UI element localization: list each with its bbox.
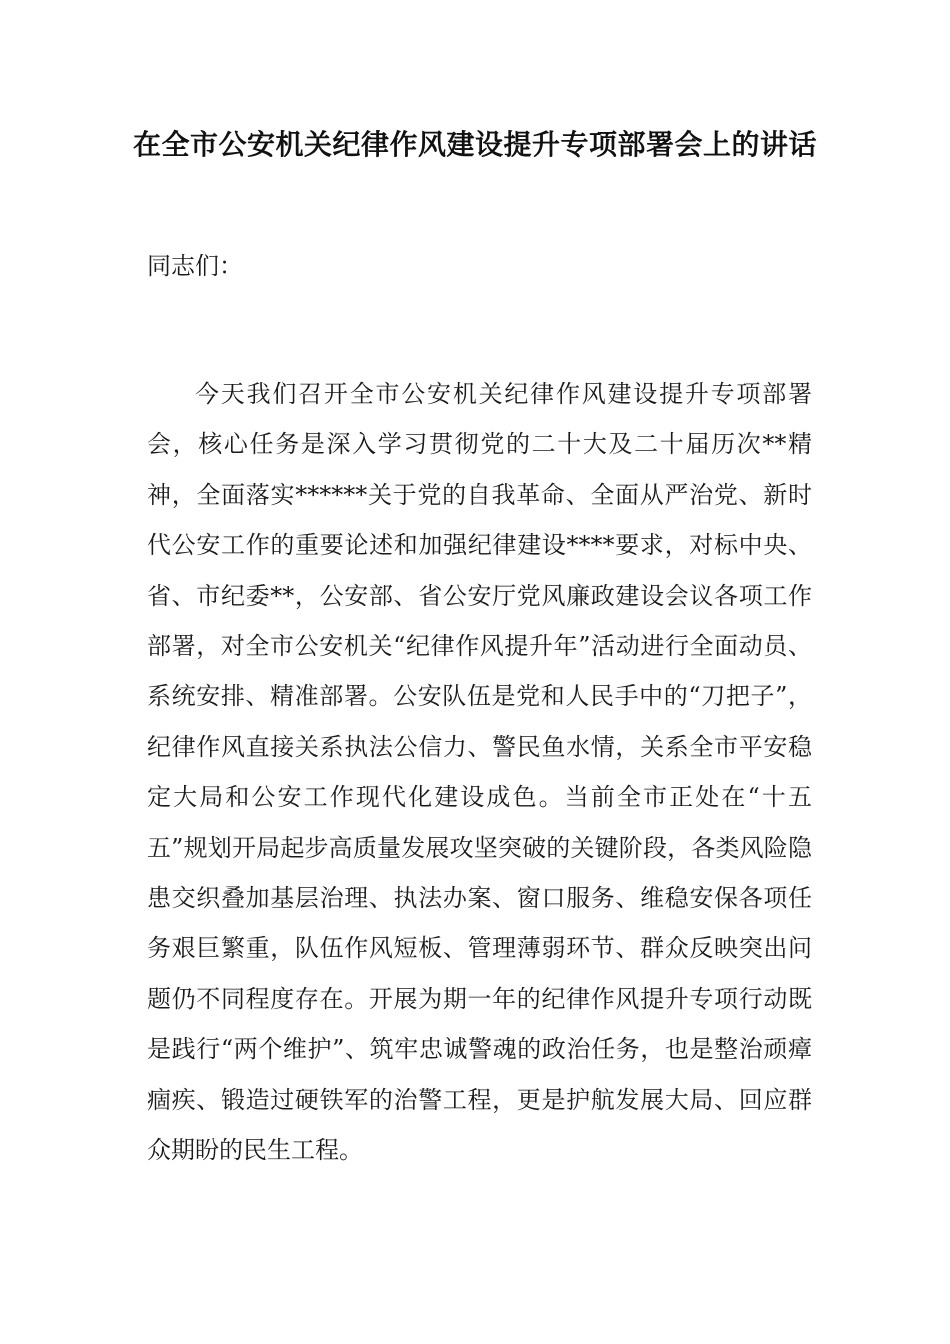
body-paragraph: 今天我们召开全市公安机关纪律作风建设提升专项部署会，核心任务是深入学习贯彻党的二十大及二十届历次**精神，全面落实******关于党的自我革命、全面从严治党、新时代公安工作的重要论述和加强纪律建设****要求，对标中央、省、市纪委**，公安部、省公安厅党风廉政建设会议各项工作部署，对全市公安机关“纪律作风提升年”活动进行全面动员、系统安排、精准部署。公安队伍是党和人民手中的“刀把子”，纪律作风直接关系执法公信力、警民鱼水情，关系全市平安稳定大局和公安工作现代化建设成色。当前全市正处在“十五五”规划开局起步高质量发展攻坚突破的关键阶段，各类风险隐患交织叠加基层治理、执法办案、窗口服务、维稳安保各项任务艰巨繁重，队伍作风短板、管理薄弱环节、群众反映突出问题仍不同程度存在。开展为期一年的纪律作风提升专项行动既是践行“两个维护”、筑牢忠诚警魂的政治任务，也是整治顽瘴痼疾、锻造过硬铁军的治警工程，更是护航发展大局、回应群众期盼的民生工程。 [147, 380, 812, 1165]
document-title: 在全市公安机关纪律作风建设提升专项部署会上的讲话 [132, 128, 817, 161]
salutation: 同志们： [147, 252, 243, 280]
